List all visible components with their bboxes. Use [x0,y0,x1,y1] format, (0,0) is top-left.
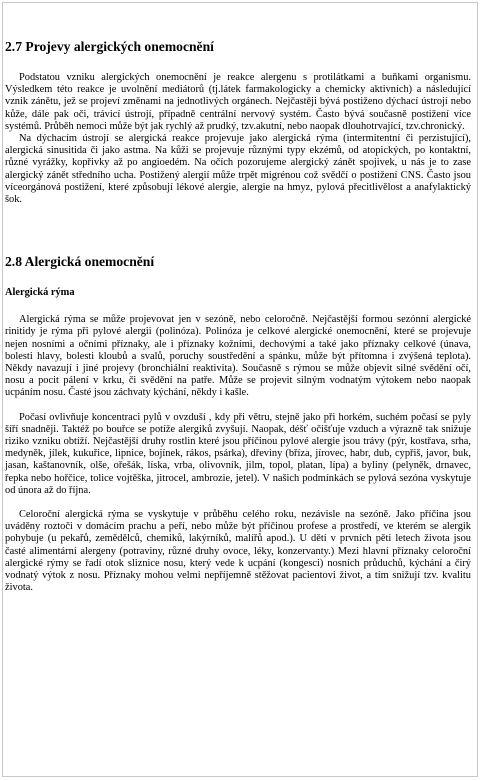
paragraph: Počasí ovlivňuje koncentraci pylů v ovzduší , kdy při větru, stejně jako při horkém, suchém počasí se pyly šíří snadněji. Taktéž po bouřce se potíže alergiků zvyšují. Naopak, déšť očišťuje vzduch a výrazně tak snižuje riziko vzniku obtíží. Nejčastější druhy rostlin které jsou příčinou pylové alergie jsou trávy (pýr, kostřava, srha, medyněk, jílek, kukuřice, lipnice, bojínek, rákos, psárka), dřeviny (bříza, jírovec, habr, dub, cypřiš, javor, buk, jasan, kaštanovník, olše, ořešák, líska, vrba, olivovník, jilm, topol, platan, lípa) a byliny (pelyněk, drnavec, řepka nebo hořčice, tolice vojtěška, jitrocel, ambrozie, jetel). V našich podmínkách se pylová sezóna vyskytuje od února až do října. [5,411,471,496]
section-heading-2-7: 2.7 Projevy alergických onemocnění [5,39,214,54]
document-body [5,39,471,595]
section-heading-2-8: 2.8 Alergická onemocnění [5,254,155,270]
paragraph: Celoroční alergická rýma se vyskytuje v průběhu celého roku, nezávisle na sezóně. Jako příčina jsou uváděny roztoči v domácím prachu a peří, nebo může být příčinou profese a prostředí, ve kterém se alergik pohybuje (u pekařů, zemědělců, chemiků, lakýrníků, malířů apod.). U dětí v prvních pěti letech života jsou časté alimentární alergeny (potraviny, různé druhy ovoce, léky, konzervanty.) Mezi hlavní příznaky celoroční alergické rýmy se řadí otok sliznice nosu, který vede k ucpání (kongesci) nosních průduchů, kýchání a čirý vodnatý výtok z nosu. Příznaky mohou velmi nepříjemně stěžovat pacientovi život, a tím snižují tzv. kvalitu života. [5,509,471,594]
spacer [5,400,471,412]
paragraph: Podstatou vzniku alergických onemocnění je reakce alergenu s protilátkami a buňkami organismu. Výsledkem této reakce je uvolnění mediátorů (tj.látek farmakologicky a chemicky aktivních) a následující vznik zánětu, jež se projeví změnami na jednotlivých orgánech. Nejčastěji bývá postiženo dýchací ústrojí nebo kůže, dále pak oči, trávicí ústrojí, případně centrální nervový systém. Často bývá současně postižení více systémů. Průběh nemoci může být jak rychlý až prudký, tzv.akutní, nebo naopak dlouhotrvající, tzv.chronický. [5,72,471,132]
paragraph: Alergická rýma se může projevovat jen v sezóně, nebo celoročně. Nejčastější formou sezónní alergické rinitidy je rýma při pylové alergii (polinóza). Polinóza je celkové alergické onemocnění, které se projevuje nejen nosními a očními příznaky, ale i příznaky kožními, dechovými a také jako příznaky celkové (únava, bolesti hlavy, bolesti kloubů a svalů, poruchy soustředění a spánku, může být přítomna i zvýšená teplota). Někdy navazují i jiné projevy (bronchiální reaktivita). Současně s rýmou se může objevit silné svědění očí, nosu a pocit pálení v krku, či svědění na patře. Může se projevit silným vodnatým výtokem nebo naopak ucpáním nosu. Časté jsou záchvaty kýchání, někdy i kašle. [5,314,471,399]
spacer [5,497,471,509]
spacer [5,206,471,254]
subheading-alergicka-ryma: Alergická rýma [5,287,75,299]
document-page [2,2,478,777]
paragraph: Na dýchacím ústrojí se alergická reakce projevuje jako alergická rýma (intermitentní či perzistující), alergická sinusitida či jako astma. Na kůži se projevuje různými typy ekzémů, od atopických, po kontaktní, různé vyrážky, kopřivky až po angioedém. Na očích pozorujeme alergický zánět spojivek, u nás je to zase alergický zánět středního ucha. Postižený alergií může trpět migrénou což svědčí o postižení CNS. Často jsou víceorgánová postižení, které způsobují lékové alergie, alergie na hmyz, pylová přecitlivělost a anafylaktický šok. [5,133,471,206]
